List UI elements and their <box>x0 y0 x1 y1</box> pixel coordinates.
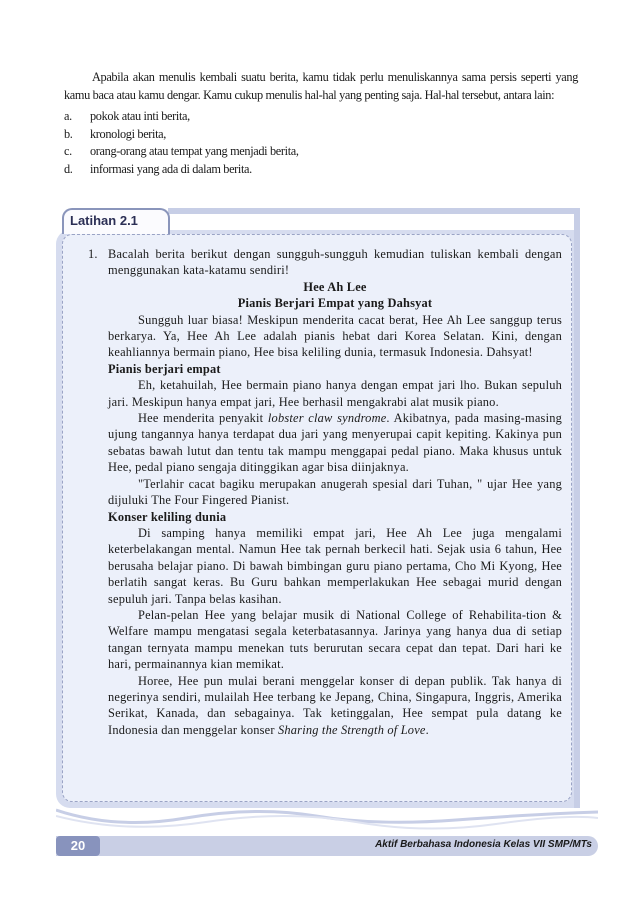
article-paragraph: Eh, ketahuilah, Hee bermain piano hanya dengan empat jari lho. Bukan sepuluh jari. Meskipun hanya empat jari, Hee berhasil mengakrabi alat musik piano. <box>108 378 562 409</box>
list-item <box>64 108 578 126</box>
exercise-content <box>88 246 562 738</box>
exercise-tab-label: Latihan 2.1 <box>70 213 138 228</box>
decorative-wave <box>56 800 598 834</box>
intro-paragraph: Apabila akan menulis kembali suatu berita, kamu tidak perlu menuliskannya sama persis seperti yang kamu baca atau kamu dengar. Kamu cukup menulis hal-hal yang penting saja. Hal-hal tersebut, antara lain: <box>64 70 578 102</box>
list-text: pokok atau inti berita, <box>90 109 190 123</box>
exercise-top-border <box>168 208 576 214</box>
article-quote: "Terlahir cacat bagiku merupakan anugerah spesial dari Tuhan, " ujar Hee yang dijuluki The Four Fingered Pianist. <box>108 476 562 508</box>
article-subtitle: Pianis Berjari Empat yang Dahsyat <box>237 296 433 311</box>
italic-term: lobster claw syndrome <box>267 411 387 426</box>
list-text: informasi yang ada di dalam berita. <box>90 161 252 176</box>
article-paragraph <box>108 673 562 739</box>
intro-list <box>64 108 578 178</box>
text-run: . Akibatnya, pada masing-masing ujung tangannya hanya terdapat dua jari yang menyerupai capit kepiting. Kakinya pun sebatas bawah lutut dan tentu tak mampu menggapai pedal piano. Maka khusus untuk Hee, pedal piano sengaja ditinggikan agar bisa diinjaknya. <box>108 411 563 475</box>
list-item <box>64 126 578 144</box>
list-marker: d. <box>64 161 73 176</box>
article-paragraph: Di samping hanya memiliki empat jari, Hee Ah Lee juga mengalami keterbelakangan mental. Namun Hee tak pernah berkecil hati. Sejak usia 6 tahun, Hee berusaha belajar piano. Di bawah bimbingan guru piano pertama, Cho Mi Kyong, Hee berlatih sangat keras. Bu Guru bahkan memperlakukan Hee sebagai murid dengan sepuluh jari. Tanpa belas kasihan. <box>108 525 562 606</box>
text-run: Hee menderita penyakit <box>138 411 268 426</box>
footer-book-title: Aktif Berbahasa Indonesia Kelas VII SMP/MTs <box>375 839 592 850</box>
question-number: 1. <box>88 247 98 261</box>
exercise-question <box>88 246 562 738</box>
list-marker: c. <box>64 144 72 159</box>
list-marker: b. <box>64 126 73 141</box>
article-paragraph: Sungguh luar biasa! Meskipun menderita cacat berat, Hee Ah Lee sanggup terus berkarya. Ya, Hee Ah Lee adalah pianis hebat dari Korea Selatan. Kini, dengan keahliannya bermain piano, Hee bisa keliling dunia, termasuk Indonesia. Dahsyat! <box>108 312 562 360</box>
question-instruction: Bacalah berita berikut dengan sungguh-sungguh kemudian tuliskan kembali dengan menggunakan kata-katamu sendiri! <box>108 247 562 278</box>
exercise-right-border <box>574 208 580 808</box>
intro-section <box>64 68 578 178</box>
list-item <box>64 161 578 179</box>
page-number: 20 <box>56 836 100 856</box>
exercise-tab <box>62 208 170 234</box>
article-paragraph <box>108 410 562 476</box>
section-heading: Pianis berjari empat <box>108 361 221 376</box>
list-text: orang-orang atau tempat yang menjadi berita, <box>90 144 299 159</box>
question-body <box>108 246 562 738</box>
list-marker: a. <box>64 109 72 123</box>
italic-title: Sharing the Strength of Love <box>277 722 426 737</box>
article-paragraph: Pelan-pelan Hee yang belajar musik di National College of Rehabilita-tion & Welfare mampu mengatasi segala keterbatasannya. Jarinya yang hanya dua di setiap tangan ternyata mampu menekan tuts berurutan secara cepat dan tepat. Dari hari ke hari, permainannya kian memikat. <box>108 607 562 672</box>
article-title: Hee Ah Lee <box>303 279 367 294</box>
list-item <box>64 143 578 161</box>
section-heading: Konser keliling dunia <box>108 509 227 524</box>
list-text: kronologi berita, <box>90 126 167 141</box>
text-run: Horee, Hee pun mulai berani menggelar konser di depan publik. Tak hanya di negerinya sendiri, mulailah Hee terbang ke Jepang, China, Singapura, Inggris, Amerika Serikat, Kanada, dan sebagainya. Tak ketinggalan, Hee sempat pula datang ke Indonesia dan menggelar konser <box>108 673 562 737</box>
text-run: . <box>425 722 429 737</box>
